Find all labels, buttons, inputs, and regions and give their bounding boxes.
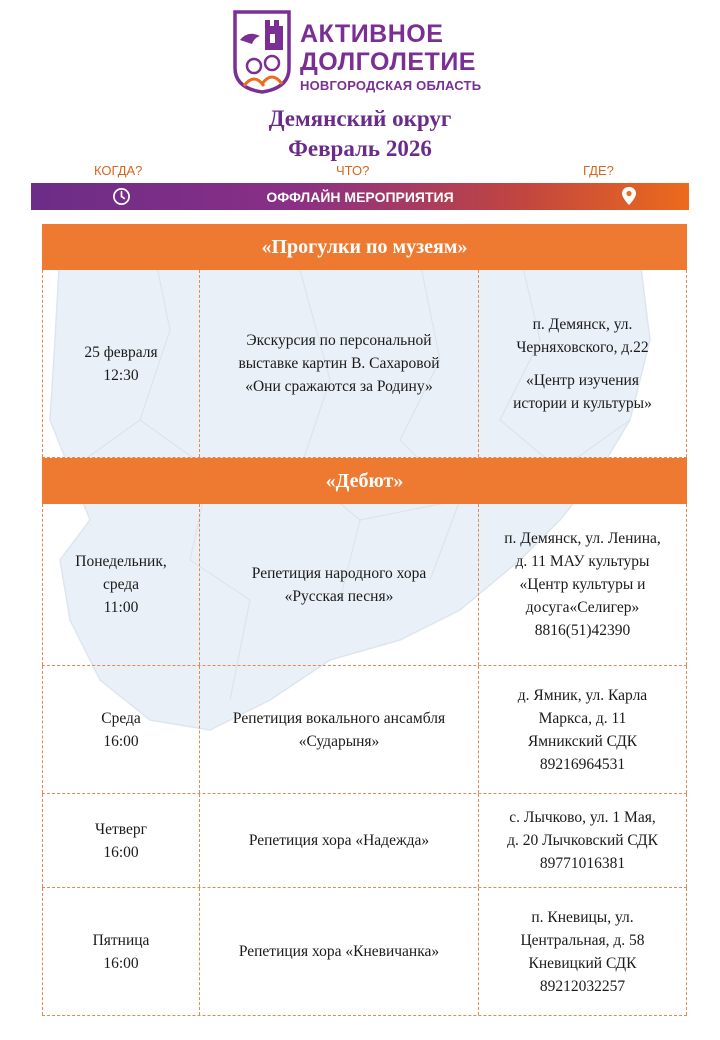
day-text: среда bbox=[102, 576, 140, 593]
address-text: п. Кневицы, ул. bbox=[531, 908, 634, 926]
phone-text: 89771016381 bbox=[539, 855, 626, 872]
day-text: Понедельник, bbox=[75, 553, 167, 570]
when-cell bbox=[42, 666, 200, 793]
address-text: Черняховского, д.22 bbox=[516, 338, 649, 356]
venue-text: Ямникский СДК bbox=[527, 732, 638, 750]
when-cell bbox=[42, 270, 200, 457]
address-text: с. Лычково, ул. 1 Мая, bbox=[509, 809, 656, 826]
what-cell bbox=[200, 794, 479, 887]
date-text: 25 февраля bbox=[84, 343, 158, 361]
what-cell bbox=[200, 888, 479, 1015]
table-row bbox=[42, 270, 687, 458]
address-text: д. 11 МАУ культуры bbox=[515, 553, 650, 570]
section-header: «Прогулки по музеям» bbox=[42, 224, 687, 270]
event-text: Репетиция вокального ансамбля bbox=[232, 709, 446, 727]
event-text: Экскурсия по персональной bbox=[246, 332, 432, 349]
when-cell bbox=[42, 794, 200, 887]
event-text: Репетиция хора «Надежда» bbox=[248, 832, 430, 849]
event-text: выставке картин В. Сахаровой bbox=[238, 355, 440, 372]
section-header: «Дебют» bbox=[42, 458, 687, 504]
banner-label: ОФФЛАЙН МЕРОПРИЯТИЯ bbox=[266, 189, 454, 205]
table-row bbox=[42, 794, 687, 888]
emblem-icon bbox=[232, 10, 292, 94]
when-cell bbox=[42, 888, 200, 1015]
when-cell bbox=[42, 504, 200, 665]
what-cell bbox=[200, 270, 479, 457]
time-text: 16:00 bbox=[103, 843, 139, 861]
month-title: Февраль 2026 bbox=[288, 136, 432, 161]
table-row bbox=[42, 504, 687, 666]
phone-text: 89212032257 bbox=[539, 977, 626, 995]
where-cell bbox=[479, 666, 687, 793]
when-label: КОГДА? bbox=[94, 163, 143, 178]
logo-title-line2: ДОЛГОЛЕТИЕ bbox=[300, 48, 476, 76]
table-row bbox=[42, 666, 687, 794]
phone-text: 8816(51)42390 bbox=[534, 622, 631, 639]
address-text: п. Демянск, ул. bbox=[532, 315, 633, 333]
what-cell bbox=[200, 666, 479, 793]
offline-events-banner bbox=[31, 183, 689, 210]
time-text: 16:00 bbox=[103, 954, 139, 972]
what-label: ЧТО? bbox=[336, 163, 370, 178]
where-cell bbox=[479, 270, 687, 457]
where-cell bbox=[479, 794, 687, 887]
venue-text: Кневицкий СДК bbox=[528, 954, 637, 972]
venue-text: досуга«Селигер» bbox=[525, 599, 640, 616]
day-text: Пятница bbox=[92, 931, 150, 949]
table-row bbox=[42, 888, 687, 1016]
address-text: д. Ямник, ул. Карла bbox=[517, 686, 648, 704]
event-text: «Русская песня» bbox=[284, 587, 394, 605]
event-text: Репетиция хора «Кневичанка» bbox=[238, 943, 440, 960]
event-text: «Они сражаются за Родину» bbox=[245, 378, 433, 395]
what-cell bbox=[200, 504, 479, 665]
venue-text: «Центр культуры и bbox=[519, 576, 646, 593]
phone-text: 89216964531 bbox=[539, 755, 626, 773]
event-text: «Сударыня» bbox=[298, 732, 380, 750]
venue-text: «Центр изучения bbox=[526, 371, 639, 389]
time-text: 11:00 bbox=[103, 599, 139, 616]
address-text: Центральная, д. 58 bbox=[520, 931, 645, 949]
venue-text: д. 20 Лычковский СДК bbox=[507, 832, 658, 849]
where-label: ГДЕ? bbox=[583, 163, 614, 178]
location-pin-icon bbox=[621, 186, 637, 206]
day-text: Среда bbox=[101, 709, 141, 727]
logo bbox=[232, 10, 502, 96]
day-text: Четверг bbox=[95, 820, 147, 838]
where-cell bbox=[479, 888, 687, 1015]
schedule-table bbox=[42, 224, 687, 1016]
district-title: Демянский округ bbox=[268, 106, 452, 131]
logo-region: НОВГОРОДСКАЯ ОБЛАСТЬ bbox=[300, 78, 482, 93]
where-cell bbox=[479, 504, 687, 665]
venue-text: истории и культуры» bbox=[513, 394, 652, 412]
address-text: Маркса, д. 11 bbox=[538, 709, 627, 727]
logo-title-line1: АКТИВНОЕ bbox=[300, 20, 444, 48]
event-text: Репетиция народного хора bbox=[251, 564, 427, 582]
time-text: 12:30 bbox=[103, 366, 139, 384]
address-text: п. Демянск, ул. Ленина, bbox=[504, 530, 661, 547]
time-text: 16:00 bbox=[103, 732, 139, 750]
